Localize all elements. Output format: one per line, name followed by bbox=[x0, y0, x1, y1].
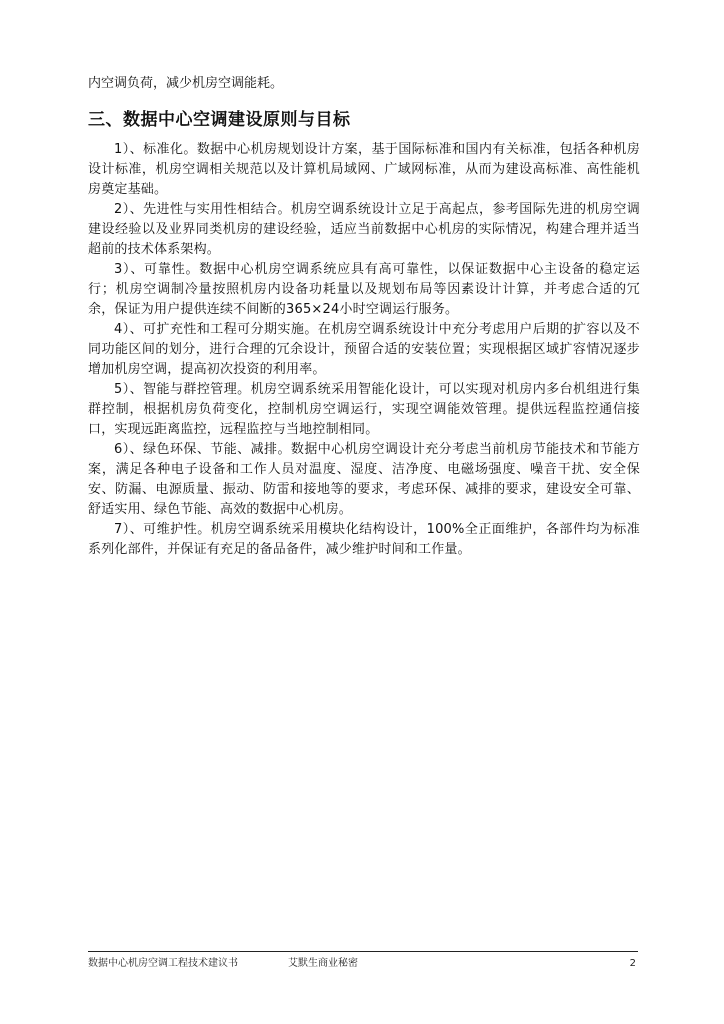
principle-paragraph: 7）、可维护性。机房空调系统采用模块化结构设计，100%全正面维护，各部件均为标准系列化部件，并保证有充足的备品备件，减少维护时间和工作量。 bbox=[88, 522, 640, 557]
principle-paragraph: 3）、可靠性。数据中心机房空调系统应具有高可靠性，以保证数据中心主设备的稳定运行；机房空调制冷量按照机房内设备功耗量以及规划布局等因素设计计算，并考虑合适的冗余，保证为用户提供连续不间断的365×24小时空调运行服务。 bbox=[88, 262, 640, 317]
section-heading: 三、数据中心空调建设原则与目标 bbox=[88, 110, 351, 130]
principle-paragraph: 5）、智能与群控管理。机房空调系统采用智能化设计，可以实现对机房内多台机组进行集群控制，根据机房负荷变化，控制机房空调运行，实现空调能效管理。提供远程监控通信接口，实现远距离监控，远程监控与当地控制相同。 bbox=[88, 382, 640, 437]
principle-paragraph: 1）、标准化。数据中心机房规划设计方案，基于国际标准和国内有关标准，包括各种机房设计标准，机房空调相关规范以及计算机局域网、广域网标准，从而为建设高标准、高性能机房奠定基础。 bbox=[88, 142, 640, 197]
footer-confidential-note: 艾默生商业秘密 bbox=[288, 958, 358, 969]
page-number: 2 bbox=[629, 958, 636, 969]
principle-paragraph: 6）、绿色环保、节能、减排。数据中心机房空调设计充分考虑当前机房节能技术和节能方案，满足各种电子设备和工作人员对温度、湿度、洁净度、电磁场强度、噪音干扰、安全保安、防漏、电源质量、振动、防雷和接地等的要求，考虑环保、减排的要求，建设安全可靠、舒适实用、绿色节能、高效的数据中心机房。 bbox=[88, 442, 640, 517]
footer-document-title: 数据中心机房空调工程技术建议书 bbox=[88, 958, 238, 969]
principle-paragraph: 2）、先进性与实用性相结合。机房空调系统设计立足于高起点，参考国际先进的机房空调建设经验以及业界同类机房的建设经验，适应当前数据中心机房的实际情况，构建合理并适当超前的技术体系架构。 bbox=[88, 202, 640, 257]
footer-divider bbox=[88, 951, 638, 952]
continuation-line: 内空调负荷，减少机房空调能耗。 bbox=[88, 76, 284, 91]
page-footer bbox=[88, 956, 638, 972]
principles-list bbox=[88, 140, 640, 560]
principle-paragraph: 4）、可扩充性和工程可分期实施。在机房空调系统设计中充分考虑用户后期的扩容以及不同功能区间的划分，进行合理的冗余设计，预留合适的安装位置；实现根据区域扩容情况逐步增加机房空调，提高初次投资的利用率。 bbox=[88, 322, 640, 377]
